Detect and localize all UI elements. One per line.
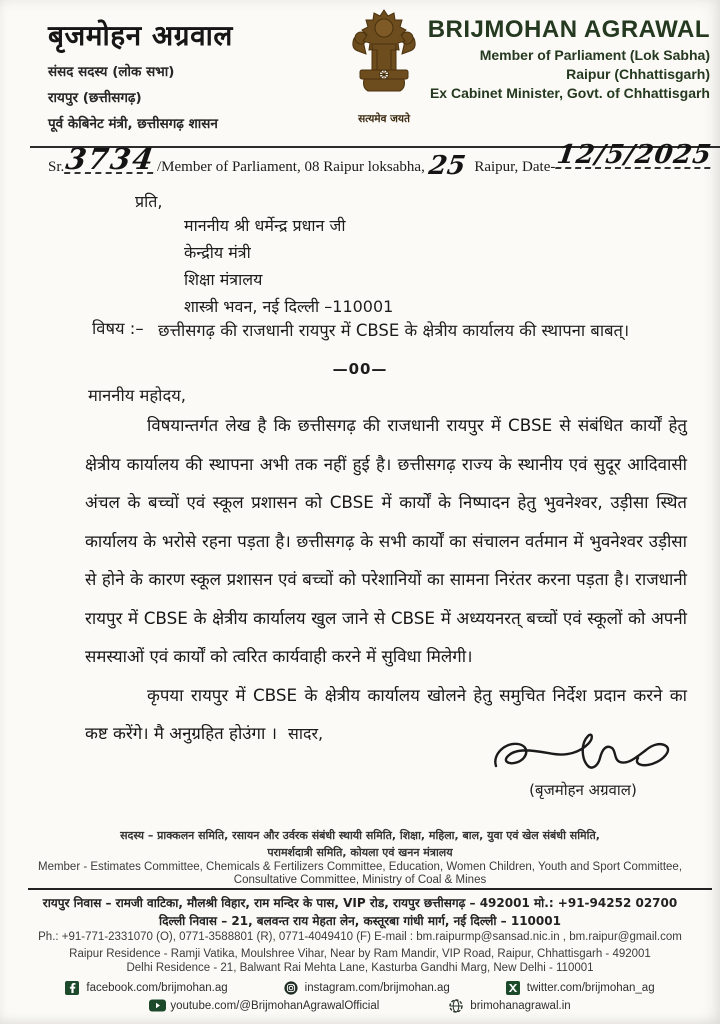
footer-raipur-residence-english: Raipur Residence - Ramji Vatika, Moulshree Vihar, Near by Ram Mandir, VIP Road, Raipur, Chhattisgarh - 492001 [69, 948, 651, 960]
recipient-title: केन्द्रीय मंत्री [184, 243, 251, 262]
sender-name-hindi: बृजमोहन अग्रवाल [48, 19, 233, 52]
salutation: माननीय महोदय, [88, 386, 187, 405]
youtube-icon [149, 999, 163, 1013]
signature-scribble-icon [488, 726, 678, 784]
facebook-link [65, 981, 227, 995]
facebook-icon [65, 981, 79, 995]
letterhead-hindi-block [48, 16, 233, 132]
twitter-handle: twitter.com/brijmohan_ag [526, 982, 655, 994]
national-emblem [348, 6, 420, 126]
footer-committees-hindi-1: सदस्य – प्राक्कलन समिति, रसायन और उर्वरक संबंधी स्थायी समिति, शिक्षा, महिला, बाल, युवा एवं खेल संबंधी समिति, [120, 829, 600, 842]
social-links-row-2 [0, 999, 720, 1013]
closing-word: सादर, [288, 724, 324, 743]
twitter-link [506, 981, 655, 995]
footer-raipur-residence-hindi: रायपुर निवास – रामजी वाटिका, मौलश्री विहार, राम मन्दिर के पास, VIP रोड, रायपुर छत्तीसगढ़ – 492001 मो.: +91-94252 02700 [42, 896, 678, 910]
body-paragraph-2: कृपया रायपुर में CBSE के क्षेत्रीय कार्यालय खोलने हेतु समुचित निर्देश प्रदान करने का कष्ट करेंगे। मै अनुग्रहित होउंगा । [85, 684, 687, 743]
recipient-ministry: शिक्षा मंत्रालय [184, 270, 263, 289]
globe-icon [449, 999, 463, 1013]
website-url: brimohanagrawal.in [470, 1000, 571, 1012]
sender-title-hindi-2: रायपुर (छत्तीसगढ़) [48, 90, 142, 106]
date-handwritten: 12/5/2025 [555, 140, 715, 170]
signature-block [488, 726, 678, 800]
subject-text: छत्तीसगढ़ की राजधानी रायपुर में CBSE के क्षेत्रीय कार्यालय की स्थापना बाबत्। [158, 321, 630, 340]
recipient-address: शास्त्री भवन, नई दिल्ली –110001 [184, 297, 394, 316]
footer-delhi-residence-hindi: दिल्ली निवास – 21, बलवन्त राय मेहता लेन, कस्तूरबा गांधी मार्ग, नई दिल्ली – 110001 [159, 914, 561, 928]
sender-title-hindi-3: पूर्व केबिनेट मंत्री, छत्तीसगढ़ शासन [48, 116, 218, 132]
instagram-handle: instagram.com/brijmohan.ag [304, 982, 450, 994]
serial-number-group [48, 142, 468, 181]
sender-title-english-1: Member of Parliament (Lok Sabha) [479, 47, 710, 63]
sender-title-english-2: Raipur (Chhattisgarh) [566, 66, 710, 82]
satyameva-jayate-caption: सत्यमेव जयते [358, 113, 410, 125]
facebook-handle: facebook.com/brijmohan.ag [86, 982, 228, 994]
body-paragraph-1: विषयान्तर्गत लेख है कि छत्तीसगढ़ की राजधानी रायपुर में CBSE से संबंधित कार्यों हेतु क्षेत्रीय कार्यालय की स्थापना अभी तक नहीं हुई है। छत्तीसगढ़ राज्य के स्थानीय एवं सुदूर आदिवासी अंचल के बच्चों एवं स्कूल प्रशासन को CBSE में कार्यों के निष्पादन हेतु भुवनेश्वर, उड़ीसा स्थित कार्यालय के भरोसे रहना पड़ता है। छत्तीसगढ़ के सभी कार्यों का संचालन वर्तमान में भुवनेश्वर उड़ीसा से होने के कारण स्कूल प्रशासन एवं बच्चों को परेशानियों का सामना निरंतर करना पड़ता है। राजधानी रायपुर में CBSE के क्षेत्रीय कार्यालय खुल जाने से CBSE में अध्ययनरत् बच्चों एवं स्कूलों को अपनी समस्याओं एवं कार्यों को त्वरित कार्यवाही करने में सुविधा मिलेगी। [85, 415, 687, 666]
subject-label: विषय :– [92, 319, 144, 338]
serial-suffix: /Member of Parliament, 08 Raipur loksabha, [156, 159, 425, 175]
serial-prefix: Sr. [48, 159, 65, 175]
copy-number-handwritten: 25 [426, 151, 468, 181]
social-links-row-1 [0, 981, 720, 995]
footer-divider-rule [28, 888, 712, 890]
signatory-name: (बृजमोहन अग्रवाल) [529, 781, 637, 799]
recipient-name: माननीय श्री धर्मेन्द्र प्रधान जी [184, 216, 346, 235]
section-divider: —00— [332, 360, 388, 378]
date-group [474, 140, 715, 177]
youtube-handle: youtube.com/@BrijmohanAgrawalOfficial [170, 1000, 380, 1012]
sender-name-english: BRIJMOHAN AGRAWAL [427, 16, 710, 43]
footer-committees-hindi-2: परामर्शदात्री समिति, कोयला एवं खनन मंत्रालय [267, 846, 453, 859]
to-label: प्रति, [135, 192, 163, 211]
date-label: Raipur, Date- [474, 159, 556, 175]
serial-number-handwritten: 3734 [64, 142, 158, 176]
letterhead-english-block [428, 16, 710, 101]
sender-title-hindi-1: संसद सदस्य (लोक सभा) [48, 64, 175, 80]
ashoka-lion-capital-icon [348, 6, 420, 110]
footer-committees-english-1: Member - Estimates Committee, Chemicals & Fertilizers Committee, Education, Women Children, Youth and Sport Committee, [37, 861, 683, 873]
subject-row [92, 316, 692, 346]
sender-title-english-3: Ex Cabinet Minister, Govt. of Chhattisgarh [429, 85, 710, 101]
website-link [449, 999, 570, 1013]
twitter-x-icon [506, 981, 520, 995]
letter-body [85, 406, 687, 753]
footer-committees-english-2: Consultative Committee, Ministry of Coal & Mines [233, 874, 487, 886]
youtube-link [149, 999, 379, 1013]
footer-phone-email-line: Ph.: +91-771-2331070 (O), 0771-3588801 (R), 0771-4049410 (F) E-mail : bm.raipurmp@sansad.nic.in , bm.raipur@gmail.com [38, 931, 682, 943]
footer-delhi-residence-english: Delhi Residence - 21, Balwant Rai Mehta Lane, Kasturba Gandhi Marg, New Delhi - 110001 [126, 962, 594, 974]
reference-line [48, 140, 715, 181]
instagram-link [284, 981, 450, 995]
recipient-block [184, 212, 393, 320]
instagram-icon [284, 981, 298, 995]
